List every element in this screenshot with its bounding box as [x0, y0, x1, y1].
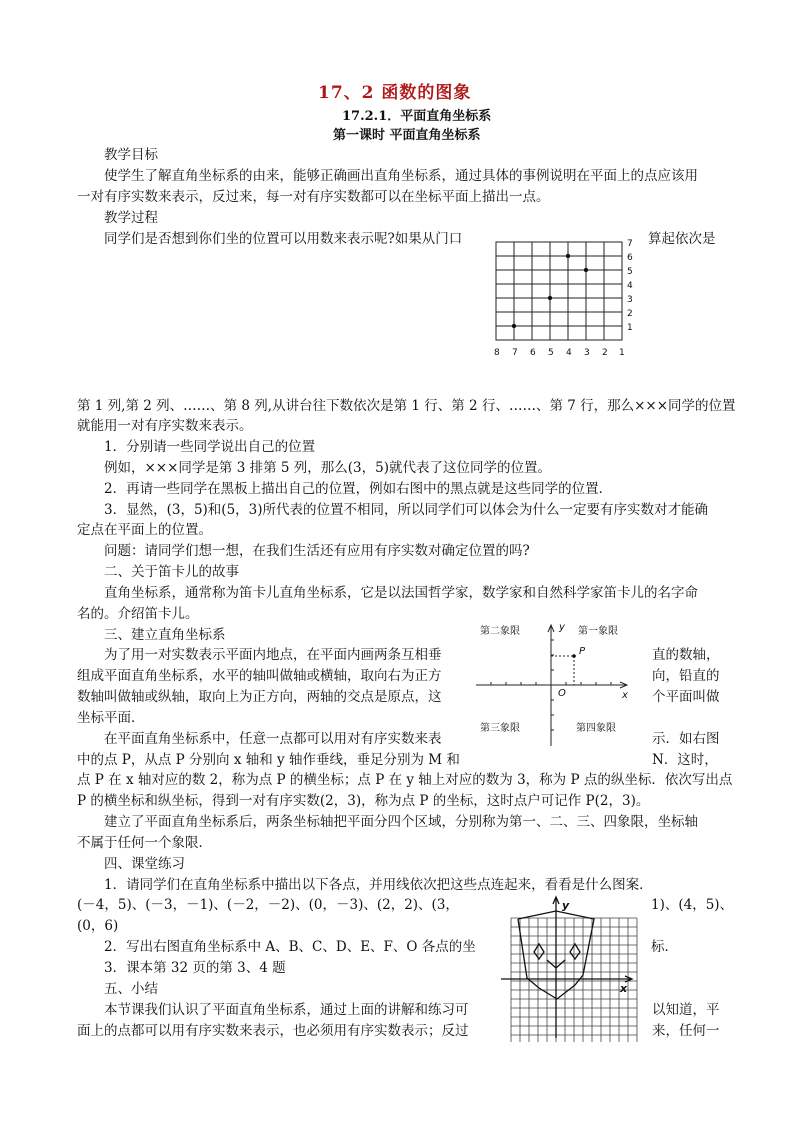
origin-label: O: [558, 688, 566, 699]
list-item: 定点在平面上的位置。: [77, 522, 212, 538]
paragraph-line: 标．: [651, 939, 678, 955]
quadrant-label: 第四象限: [576, 723, 616, 734]
paragraph-line: 第 1 列,第 2 列、……、第 8 列,从讲台往下数依次是第 1 行、第 2 行、……、第 7 行，那么×××同学的位置: [77, 398, 736, 414]
page-title: 17、2 函数的图象: [318, 83, 472, 103]
seat-dot: [512, 324, 516, 328]
paragraph-line: 使学生了解直角坐标系的由来，能够正确画出直角坐标系，通过具体的事例说明在平面上的点应该用: [104, 168, 698, 184]
list-item: 1．请同学们在直角坐标系中描出以下各点，并用线依次把这些点连起来，看看是什么图案．: [104, 877, 653, 893]
quadrant-figure: [474, 618, 644, 752]
paragraph-line: 中的点 P，从点 P 分别向 x 轴和 y 轴作垂线，垂足分别为 M 和: [77, 752, 460, 768]
heading-section4: 四、课堂练习: [104, 856, 185, 872]
paragraph-line: 示．如右图: [652, 731, 720, 747]
list-item: 3．显然，(3，5)和(5，3)所代表的位置不相同，所以同学们可以体会为什么一定要有序实数对才能确: [104, 502, 709, 518]
paragraph-line: N．这时，: [652, 752, 718, 768]
paragraph-line: 坐标平面．: [77, 710, 145, 726]
y-axis-label: y: [559, 622, 565, 633]
x-axis-label: x: [620, 982, 628, 995]
row-label: 7: [627, 239, 633, 249]
heading-section2: 二、关于笛卡儿的故事: [104, 564, 239, 580]
paragraph-line: 建立了平面直角坐标系后，两条坐标轴把平面分四个区域，分别称为第一、二、三、四象限，坐标轴: [104, 814, 698, 830]
quadrant-label: 第二象限: [480, 626, 520, 637]
heading-goal: 教学目标: [104, 147, 158, 163]
col-label: 6: [530, 348, 536, 358]
paragraph-line: (0，6): [77, 918, 119, 934]
list-item: 1．分别请一些同学说出自己的位置: [104, 439, 316, 455]
paragraph-line: 为了用一对实数表示平面内地点，在平面内画两条互相垂: [104, 647, 442, 663]
lesson-subtitle: 第一课时 平面直角坐标系: [333, 128, 481, 143]
list-item: 例如，×××同学是第 3 排第 5 列，那么(3，5)就代表了这位同学的位置。: [104, 460, 551, 476]
col-label: 2: [602, 348, 608, 358]
y-axis-label: y: [562, 899, 570, 912]
col-label: 4: [566, 348, 572, 358]
paragraph-line: 本节课我们认识了平面直角坐标系，通过上面的讲解和练习可: [104, 1002, 469, 1018]
question-line: 问题：请同学们想一想，在我们生活还有应用有序实数对确定位置的吗?: [104, 543, 530, 559]
paragraph-line: 数轴叫做轴或纵轴，取向上为正方向，两轴的交点是原点，这: [77, 689, 442, 705]
row-label: 6: [627, 253, 633, 263]
paragraph-line: 面上的点都可以用有序实数来表示，也必须用有序实数表示；反过: [77, 1023, 469, 1039]
row-label: 4: [627, 281, 633, 291]
seating-grid-figure: [488, 234, 640, 360]
seat-dot: [584, 268, 588, 272]
paragraph-line: 1)、(4，5)、: [651, 897, 734, 913]
pattern-grid-figure: [493, 892, 643, 1042]
quadrant-label: 第一象限: [578, 626, 618, 637]
heading-section5: 五、小结: [104, 981, 158, 997]
paragraph-line: 直角坐标系，通常称为笛卡儿直角坐标系，它是以法国哲学家，数学家和自然科学家笛卡儿的名字命: [104, 585, 698, 601]
paragraph-line: (－4，5)、(－3，－1)、(－2，－2)、(0，－3)、(2，2)、(3，: [77, 897, 459, 913]
paragraph-line: 不属于任何一个象限．: [77, 835, 212, 851]
row-label: 1: [627, 323, 633, 333]
paragraph-line: 点 P 在 x 轴对应的数 2，称为点 P 的横坐标；点 P 在 y 轴上对应的数为 3，称为 P 点的纵坐标．依次写出点: [77, 772, 733, 788]
col-label: 7: [512, 348, 518, 358]
col-label: 5: [548, 348, 554, 358]
col-label: 8: [494, 348, 500, 358]
quadrant-label: 第三象限: [480, 723, 520, 734]
seat-dot: [566, 254, 570, 258]
list-item: 3．课本第 32 页的第 3、4 题: [104, 960, 286, 976]
heading-process: 教学过程: [104, 210, 158, 226]
paragraph-line: 就能用一对有序实数来表示。: [77, 418, 253, 434]
paragraph-line: 以知道，平: [652, 1002, 720, 1018]
list-item: 2．再请一些同学在黑板上描出自己的位置，例如右图中的黑点就是这些同学的位置．: [104, 481, 613, 497]
paragraph-line: 一对有序实数来表示，反过来，每一对有序实数都可以在坐标平面上描出一点。: [77, 189, 550, 205]
paragraph-line: P 的横坐标和纵坐标，得到一对有序实数(2，3)，称为点 P 的坐标，这时点户可记作 P(2，3)。: [77, 793, 650, 809]
paragraph-line: 在平面直角坐标系中，任意一点都可以用对有序实数来表: [104, 731, 442, 747]
heading-section3: 三、建立直角坐标系: [104, 627, 226, 643]
point-p-label: P: [579, 646, 586, 657]
seat-dot: [548, 296, 552, 300]
paragraph-line: 算起依次是: [648, 231, 716, 247]
x-axis-label: x: [622, 690, 628, 701]
paragraph-line: 来，任何一: [652, 1023, 720, 1039]
col-label: 3: [584, 348, 590, 358]
paragraph-line: 向，铅直的: [652, 668, 720, 684]
paragraph-line: 名的。介绍笛卡儿。: [77, 606, 199, 622]
row-label: 3: [627, 295, 633, 305]
paragraph-line: 同学们是否想到你们坐的位置可以用数来表示呢?如果从门口: [104, 231, 463, 247]
paragraph-line: 直的数轴，: [652, 647, 720, 663]
paragraph-line: 组成平面直角坐标系，水平的轴叫做轴或横轴，取向右为正方: [77, 668, 442, 684]
row-label: 2: [627, 309, 633, 319]
section-subtitle: 17.2.1．平面直角坐标系: [342, 109, 492, 124]
row-label: 5: [627, 267, 633, 277]
list-item: 2．写出右图直角坐标系中 A、B、C、D、E、F、O 各点的坐: [104, 939, 476, 955]
paragraph-line: 个平面叫做: [652, 689, 720, 705]
col-label: 1: [619, 348, 625, 358]
